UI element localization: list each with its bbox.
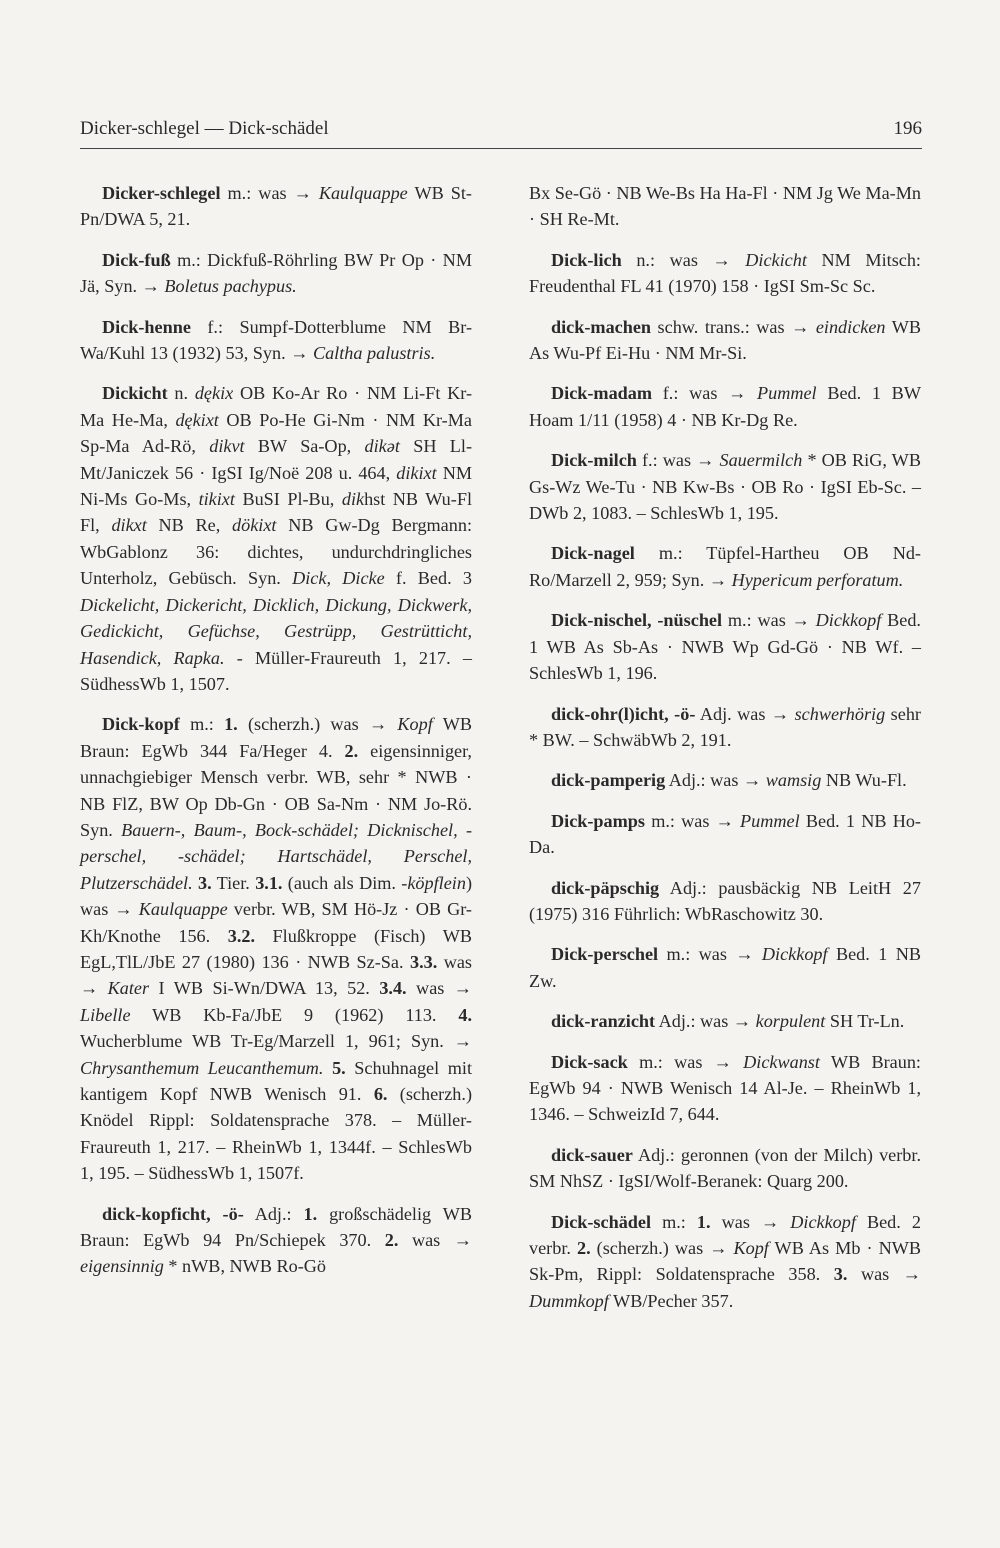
entry-lemma: Dick-henne [102, 316, 191, 337]
italic-term: Dickkopf [761, 944, 828, 965]
dictionary-entry [529, 607, 921, 686]
entry-text: ) was → [80, 872, 473, 920]
entry-lemma: Dick-nagel [551, 543, 635, 564]
entry-text: SH Ll-Mt/Janiczek 56 · IgSI Ig/Noë 208 u. 464, [80, 436, 473, 483]
sense-number: 1. [303, 1203, 318, 1224]
entry-text: Wucherblume WB Tr-Eg/Marzell 1, 961; Syn. → [80, 1031, 472, 1052]
entry-text: f.: was → [652, 383, 758, 404]
dictionary-entry [529, 875, 921, 928]
entry-text: WB Kb-Fa/JbE 9 (1962) 113. [130, 1004, 459, 1025]
entry-text: WB/Pecher 357. [608, 1290, 734, 1311]
entry-lemma: Dick-madam [551, 383, 653, 404]
dictionary-entry [529, 941, 921, 994]
sense-number: 2. [384, 1230, 399, 1251]
entry-text: m.: was → [658, 944, 762, 965]
entry-text: I WB Si-Wn/DWA 13, 52. [149, 978, 380, 999]
sense-number: 2. [576, 1238, 591, 1258]
page-header [80, 118, 922, 149]
italic-term: Pummel [740, 810, 800, 831]
entry-lemma: Dickicht [102, 383, 168, 404]
entry-text: was → [406, 978, 472, 999]
entry-lemma: Dick-lich [551, 249, 622, 270]
entry-text: Tier. [211, 872, 256, 893]
page-number: 196 [893, 118, 922, 139]
entry-text: NM Ni-Ms Go-Ms, [80, 462, 472, 510]
entry-text: SH Tr-Ln. [825, 1011, 905, 1032]
italic-term: dik [341, 489, 365, 510]
dictionary-entry [80, 180, 472, 233]
italic-term: eigensinnig [80, 1256, 164, 1277]
entry-text: (auch als Dim. [282, 872, 402, 893]
dictionary-entry [80, 1201, 472, 1280]
sense-number: 1. [696, 1211, 711, 1232]
italic-term: Bauern-, Baum-, Bock-schädel; Dicknischel, -perschel, -schädel; Hartschädel, Perschel, Plutzerschädel. [80, 819, 472, 893]
dictionary-entry [529, 808, 921, 861]
italic-term: Dickicht [745, 249, 807, 270]
italic-term: Dickwanst [743, 1051, 820, 1072]
italic-term: Chrysanthemum Leucanthemum. [80, 1057, 324, 1078]
entry-text: Adj.: pausbäckig NB LeitH 27 (1975) 316 Führlich: WbRaschowitz 30. [529, 877, 921, 924]
entry-lemma: Dick-fuß [102, 249, 171, 270]
dictionary-entry [529, 380, 921, 433]
entry-text: Adj.: geronnen (von der Milch) verbr. SM NhSZ · IgSI/Wolf-Beranek: Quarg 200. [529, 1144, 921, 1192]
entry-text: NB Wu-Fl. [821, 770, 907, 791]
italic-term: Dummkopf [529, 1290, 609, 1311]
running-title: Dicker-schlegel — Dick-schädel [80, 118, 329, 139]
entry-text: m.: [651, 1211, 697, 1232]
dictionary-entry [80, 380, 472, 697]
entry-text: - Müller-Fraureuth 1, 217. – SüdhessWb 1, 1507. [80, 647, 472, 694]
entry-lemma: Dick-schädel [551, 1211, 652, 1232]
italic-term: wamsig [765, 770, 822, 791]
entry-text: OB Ko-Ar Ro · NM Li-Ft Kr-Ma He-Ma, [80, 383, 473, 430]
dictionary-entry [529, 1008, 921, 1034]
entry-lemma: Dicker-schlegel [102, 183, 221, 203]
entry-text: sehr * BW. – SchwäbWb 2, 191. [529, 703, 921, 750]
italic-term: -köpflein [401, 872, 466, 893]
sense-number: 3.3. [409, 951, 438, 972]
entry-text: Adj.: was → [655, 1011, 756, 1032]
entry-text: n. [167, 383, 195, 404]
sense-number: 4. [458, 1004, 472, 1025]
sense-number: 5. [332, 1057, 346, 1078]
entry-text: m.: Tüpfel-Hartheu OB Nd-Ro/Marzell 2, 959; Syn. → [529, 543, 921, 590]
italic-term: Caltha palustris. [312, 343, 436, 364]
entry-text: * nWB, NWB Ro-Gö [163, 1256, 327, 1277]
sense-number: 6. [373, 1084, 388, 1104]
entry-text: m.: was → [220, 183, 319, 203]
entry-text: eigensinniger, unnachgiebiger Mensch verbr. WB, sehr * NWB · NB FlZ, BW Op Db-Gn · OB Sa-Nm · NM Jo-Rö. Syn. [80, 740, 472, 840]
entry-text: WB As Mb · NWB Sk-Pm, Rippl: Soldatensprache 358. [529, 1238, 922, 1285]
entry-text: WB Braun: EgWb 94 · NWB Wenisch 14 Al-Je. – RheinWb 1, 1346. – SchweizId 7, 644. [529, 1051, 921, 1125]
entry-lemma: dick-ohr(l)icht, -ö- [551, 703, 696, 724]
italic-term: korpulent [755, 1011, 826, 1032]
entry-text: Bed. 1 WB As Sb-As · NWB Wp Gd-Gö · NB Wf. – SchlesWb 1, 196. [529, 610, 921, 684]
italic-term: Kaulquappe [318, 183, 408, 203]
italic-term: dökixt [232, 515, 277, 536]
dictionary-entry [80, 247, 472, 300]
entry-text: WB Braun: EgWb 344 Fa/Heger 4. [80, 714, 473, 761]
entry-lemma: dick-päpschig [551, 877, 660, 898]
entry-text: Bed. 1 NB Zw. [529, 944, 921, 991]
entry-text: n.: was → [621, 249, 746, 270]
entry-text: Adj.: was → [665, 770, 766, 791]
entry-text: (scherzh.) Knödel Rippl: Soldatensprache 378. – Müller-Fraureuth 1, 217. – RheinWb 1, 1344f. – SchlesWb 1, 195. – SüdhessWb 1, 1507f. [80, 1084, 472, 1184]
entry-text: was → [80, 951, 472, 999]
entry-text: m.: was → [644, 810, 741, 831]
italic-term: Boletus pachypus. [164, 276, 297, 297]
entry-lemma: Dick-pamps [551, 810, 645, 831]
entry-text: großschädelig WB Braun: EgWb 94 Pn/Schiepek 370. [80, 1203, 472, 1251]
italic-term: Pummel [757, 383, 817, 404]
entry-text [323, 1058, 332, 1078]
right-column [529, 180, 921, 1328]
entry-text: m.: [179, 714, 225, 735]
left-column [80, 180, 472, 1294]
italic-term: Dickelicht, Dickericht, Dicklich, Dickung, Dickwerk, Gedickicht, Gefüchse, Gestrüpp, Gestrütticht, Hasendick, Rapka. [80, 594, 472, 668]
italic-term: Dickkopf [790, 1211, 856, 1232]
entry-text: was → [710, 1211, 791, 1232]
italic-term: schwerhörig [794, 703, 886, 724]
entry-lemma: Dick-nischel, -nüschel [551, 610, 723, 631]
dictionary-entry [529, 1142, 921, 1195]
italic-term: dikixt [396, 462, 437, 483]
italic-term: eindicken [815, 316, 886, 337]
entry-text: BW Sa-Op, [244, 436, 365, 457]
entry-text: (scherzh.) was → [590, 1238, 734, 1258]
sense-number: 3. [833, 1264, 848, 1285]
italic-term: Sauermilch [719, 450, 803, 471]
entry-lemma: dick-machen [551, 316, 652, 337]
entry-text: Bx Se-Gö · NB We-Bs Ha Ha-Fl · NM Jg We Ma-Mn · SH Re-Mt. [529, 183, 921, 230]
entry-text: m.: was → [722, 610, 816, 631]
entry-text: NM Mitsch: Freudenthal FL 41 (1970) 158 · IgSI Sm-Sc Sc. [529, 249, 921, 297]
entry-text: * OB RiG, WB Gs-Wz We-Tu · NB Kw-Bs · OB Ro · IgSI Eb-Sc. – DWb 2, 1083. – SchlesWb 1, 195. [529, 450, 921, 524]
dictionary-entry [529, 767, 921, 793]
entry-text: m.: Dickfuß-Röhrling BW Pr Op · NM Jä, Syn. → [80, 249, 472, 297]
entry-text: m.: was → [627, 1051, 744, 1072]
sense-number: 3.1. [255, 872, 283, 893]
dictionary-entry [529, 247, 921, 300]
dictionary-entry [80, 711, 472, 1186]
dictionary-entry [80, 314, 472, 367]
entry-text: WB St-Pn/DWA 5, 21. [80, 183, 472, 230]
entry-text: Flußkroppe (Fisch) WB EgL,TlL/JbE 27 (1980) 136 · NWB Sz-Sa. [80, 925, 472, 972]
sense-number: 3. [198, 872, 212, 893]
sense-number: 1. [224, 714, 238, 735]
entry-lemma: dick-sauer [551, 1144, 633, 1165]
italic-term: Dickkopf [815, 610, 882, 631]
entry-lemma: Dick-perschel [551, 944, 659, 965]
sense-number: 3.2. [227, 925, 256, 946]
dictionary-entry [529, 314, 921, 367]
entry-text: Bed. 2 verbr. [529, 1211, 921, 1258]
italic-term: Kater [107, 978, 150, 999]
entry-text: NB Re, [146, 515, 233, 536]
italic-term: dikət [364, 436, 400, 457]
italic-term: Hypericum perforatum. [731, 569, 904, 590]
entry-text: Schuhnagel mit kantigem Kopf NWB Wenisch 91. [80, 1057, 472, 1104]
entry-text: WB As Wu-Pf Ei-Hu · NM Mr-Si. [529, 316, 922, 364]
italic-term: tikixt [198, 489, 235, 510]
italic-term: Libelle [80, 1004, 131, 1025]
dictionary-entry [529, 540, 921, 593]
italic-term: Dick, Dicke [292, 568, 385, 589]
italic-term: dękix [194, 383, 234, 404]
entry-text: was → [847, 1264, 921, 1285]
entry-lemma: Dick-sack [551, 1051, 628, 1072]
dictionary-entry [529, 1049, 921, 1128]
italic-term: Kopf [733, 1238, 769, 1258]
entry-lemma: dick-pamperig [551, 770, 666, 791]
italic-term: Kopf [397, 714, 433, 735]
italic-term: dękixt [175, 409, 219, 430]
entry-text: (scherzh.) was → [237, 714, 398, 735]
italic-term: dikvt [209, 436, 245, 457]
entry-text: schw. trans.: was → [651, 316, 816, 337]
entry-text: Adj.: [243, 1203, 304, 1224]
entry-text: f.: Sumpf-Dotterblume NM Br-Wa/Kuhl 13 (1932) 53, Syn. → [80, 316, 472, 364]
entry-lemma: dick-kopficht, -ö- [102, 1203, 244, 1224]
dictionary-entry [529, 447, 921, 526]
dictionary-entry [529, 180, 921, 233]
entry-text: Adj. was → [695, 703, 795, 724]
entry-text: was → [398, 1230, 472, 1251]
entry-text: verbr. WB, SM Hö-Jz · OB Gr-Kh/Knothe 156. [80, 899, 472, 946]
sense-number: 2. [344, 740, 359, 761]
entry-text: Bed. 1 NB Ho-Da. [529, 810, 921, 858]
entry-text: OB Po-He Gi-Nm · NM Kr-Ma Sp-Ma Ad-Rö, [80, 409, 472, 457]
entry-lemma: dick-ranzicht [551, 1011, 656, 1032]
entry-text: f. Bed. 3 [384, 568, 473, 589]
italic-term: Kaulquappe [138, 899, 228, 920]
entry-text: hst NB Wu-Fl Fl, [80, 489, 472, 536]
entry-text: NB Gw-Dg Bergmann: WbGablonz 36: dichtes, undurchdringliches Unterholz, Gebüsch. Syn. [80, 515, 472, 589]
sense-number: 3.4. [379, 978, 407, 999]
entry-text: Bed. 1 BW Hoam 1/11 (1958) 4 · NB Kr-Dg Re. [529, 383, 921, 430]
entry-lemma: Dick-milch [551, 450, 637, 471]
entry-text: f.: was → [636, 450, 720, 471]
dictionary-entry [529, 1209, 921, 1315]
dictionary-entry [529, 701, 921, 754]
italic-term: dikxt [111, 515, 147, 536]
entry-lemma: Dick-kopf [102, 714, 180, 735]
entry-text: BuSI Pl-Bu, [234, 489, 342, 510]
